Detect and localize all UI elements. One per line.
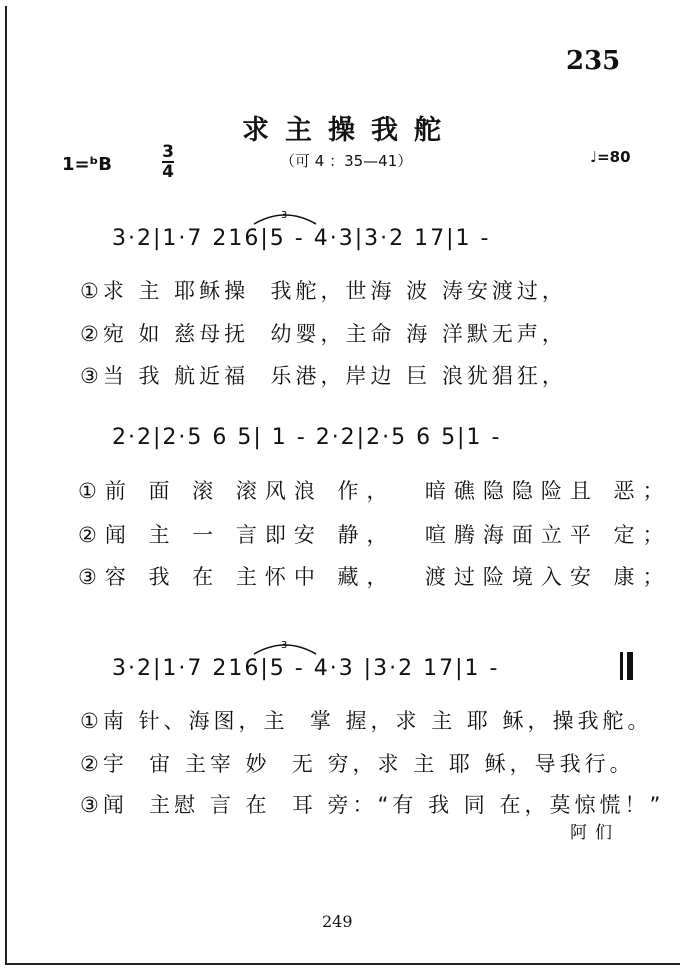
final-barline-thin xyxy=(620,652,623,680)
scripture-reference: （可 4 ：35—41） xyxy=(280,152,413,170)
page-border-left xyxy=(5,6,7,964)
time-signature: 3 4 xyxy=(162,142,174,182)
tempo-marking: ♩=80 xyxy=(590,148,631,166)
lyric-line-3-verse-1: ①南 针、海图，主 掌 握，求 主 耶 稣，操我舵。 xyxy=(80,709,653,733)
lyric-line-1-verse-3: ③当 我 航近福 乐港，岸边 巨 浪犹猖狂， xyxy=(80,364,567,388)
lyric-line-3-verse-2: ②宇 宙 主宰 妙 无 穷，求 主 耶 稣，导我行。 xyxy=(80,752,635,776)
page-number: 249 xyxy=(322,912,353,931)
amen: 阿们 xyxy=(570,823,620,843)
lyric-line-2-verse-3: ③容 我 在 主怀中 藏， 渡过险境入安 康； xyxy=(78,565,672,589)
svg-text:3: 3 xyxy=(281,210,288,221)
hymn-title: 求主操我舵 xyxy=(242,115,457,146)
page-border-bottom xyxy=(5,963,680,965)
notation-line-1: 3·2|1·7 216|5 - 4·3|3·2 17|1 - xyxy=(112,226,491,251)
notation-line-2: 2·2|2·5 6 5| 1 - 2·2|2·5 6 5|1 - xyxy=(112,425,502,450)
lyric-line-2-verse-1: ①前 面 滚 滚风浪 作， 暗礁隐隐险且 恶； xyxy=(78,479,672,503)
final-barline-thick xyxy=(627,652,633,680)
triplet-slur-2 xyxy=(250,634,320,658)
lyric-line-1-verse-1: ①求 主 耶稣操 我舵，世海 波 涛安渡过， xyxy=(80,279,567,303)
lyric-line-1-verse-2: ②宛 如 慈母抚 幼婴，主命 海 洋默无声， xyxy=(80,322,567,346)
key-signature: 1=ᵇB xyxy=(62,154,112,175)
lyric-line-3-verse-3: ③闻 主慰 言 在 耳 旁：“有 我 同 在，莫惊慌！” xyxy=(80,793,665,817)
notation-line-3: 3·2|1·7 216|5 - 4·3 |3·2 17|1 - xyxy=(112,656,500,681)
hymn-number: 235 xyxy=(566,46,621,76)
lyric-line-2-verse-2: ②闻 主 一 言即安 静， 喧腾海面立平 定； xyxy=(78,523,672,547)
svg-text:3: 3 xyxy=(281,640,288,651)
triplet-slur xyxy=(250,204,320,228)
